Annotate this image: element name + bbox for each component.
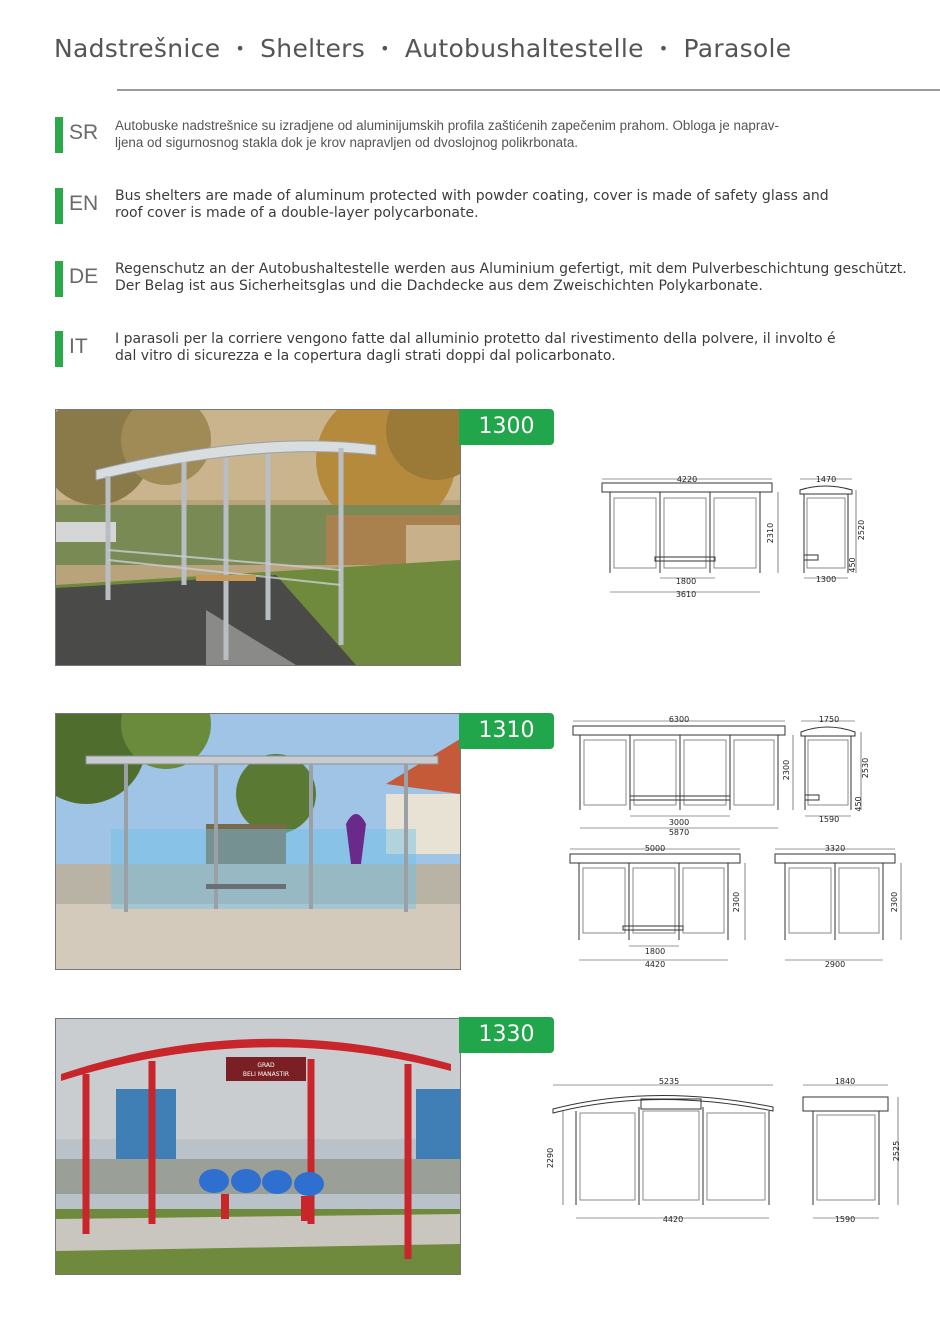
dimension-label: 1300: [815, 575, 837, 584]
title-german: Autobushaltestelle: [404, 34, 644, 63]
dimension-label: 450: [854, 796, 863, 812]
dimension-label: 5000: [644, 844, 666, 853]
title-italian: Parasole: [683, 34, 792, 63]
description-text: [115, 188, 829, 222]
page-title: [54, 34, 791, 63]
technical-drawing-1310: [565, 710, 905, 976]
dimension-label: 1590: [834, 1215, 856, 1224]
language-marker: [55, 261, 63, 297]
dimension-label: 5235: [658, 1077, 680, 1086]
description-line: roof cover is made of a double-layer polycarbonate.: [115, 205, 479, 221]
title-separator: •: [235, 39, 246, 58]
description-line: ljena od sigurnosnog stakla dok je krov napravljen od dvoslojnog polikrbonata.: [115, 135, 579, 150]
sign-text: GRAD: [257, 1062, 275, 1069]
technical-drawing-1330: [543, 1073, 913, 1232]
dimension-label: 4420: [644, 960, 666, 969]
dimension-label: 1470: [815, 475, 837, 484]
dimension-label: 2300: [782, 759, 791, 781]
description-line: Autobuske nadstrešnice su izradjene od aluminijumskih profila zaštićenih zapečenim prahom. Obloga je naprav-: [115, 118, 779, 133]
description-text: [115, 117, 779, 151]
sign-text: BELI MANASTIR: [242, 1071, 290, 1078]
dimension-label: 450: [848, 557, 857, 573]
language-code: EN: [69, 192, 99, 215]
dimension-label: 2290: [546, 1147, 555, 1169]
dimension-label: 2525: [892, 1140, 901, 1162]
description-text: [115, 331, 836, 365]
language-code: SR: [69, 121, 99, 144]
description-line: Der Belag ist aus Sicherheitsglas und die Dachdecke aus dem Zweischichten Polykarbonate.: [115, 278, 763, 294]
language-marker: [55, 117, 63, 153]
language-marker: [55, 188, 63, 224]
description-line: I parasoli per la corriere vengono fatte dal alluminio protetto dal rivestimento della polvere, il involto é: [115, 331, 836, 347]
description-line: Regenschutz an der Autobushaltestelle werden aus Aluminium gefertigt, mit dem Pulverbeschichtung geschützt.: [115, 261, 907, 277]
title-separator: •: [658, 39, 669, 58]
header-divider: [117, 89, 940, 91]
dimension-label: 2530: [861, 757, 870, 779]
dimension-label: 1800: [675, 577, 697, 586]
dimension-label: 3000: [668, 818, 690, 827]
dimension-label: 2300: [890, 891, 899, 913]
dimension-label: 1800: [644, 947, 666, 956]
model-number-1300: 1300: [459, 409, 554, 445]
language-code: IT: [69, 335, 88, 358]
dimension-label: 1840: [834, 1077, 856, 1086]
dimension-label: 2520: [857, 519, 866, 541]
language-code: DE: [69, 265, 99, 288]
title-separator: •: [380, 39, 390, 58]
title-english: Shelters: [260, 34, 366, 63]
dimension-label: 3320: [824, 844, 846, 853]
technical-drawing-1300: [590, 468, 880, 607]
model-number-1330: 1330: [459, 1017, 554, 1053]
shelter-photo-1310: [55, 713, 461, 970]
shelter-photo-1330: [55, 1018, 461, 1275]
language-marker: [55, 331, 63, 367]
dimension-label: 1750: [818, 715, 840, 724]
shelter-photo-1300: [55, 409, 461, 666]
dimension-label: 1590: [818, 815, 840, 824]
dimension-label: 2300: [732, 891, 741, 913]
dimension-label: 5870: [668, 828, 690, 837]
dimension-label: 2310: [766, 522, 775, 544]
dimension-label: 4220: [676, 475, 698, 484]
dimension-label: 6300: [668, 715, 690, 724]
description-line: dal vitro di sicurezza e la copertura dagli strati doppi dal policarbonato.: [115, 348, 616, 364]
dimension-label: 3610: [675, 590, 697, 599]
model-number-1310: 1310: [459, 713, 554, 749]
description-text: [115, 261, 907, 295]
dimension-label: 4420: [662, 1215, 684, 1224]
description-line: Bus shelters are made of aluminum protected with powder coating, cover is made of safety glass and: [115, 188, 829, 204]
title-serbian: Nadstrešnice: [54, 34, 221, 63]
dimension-label: 2900: [824, 960, 846, 969]
